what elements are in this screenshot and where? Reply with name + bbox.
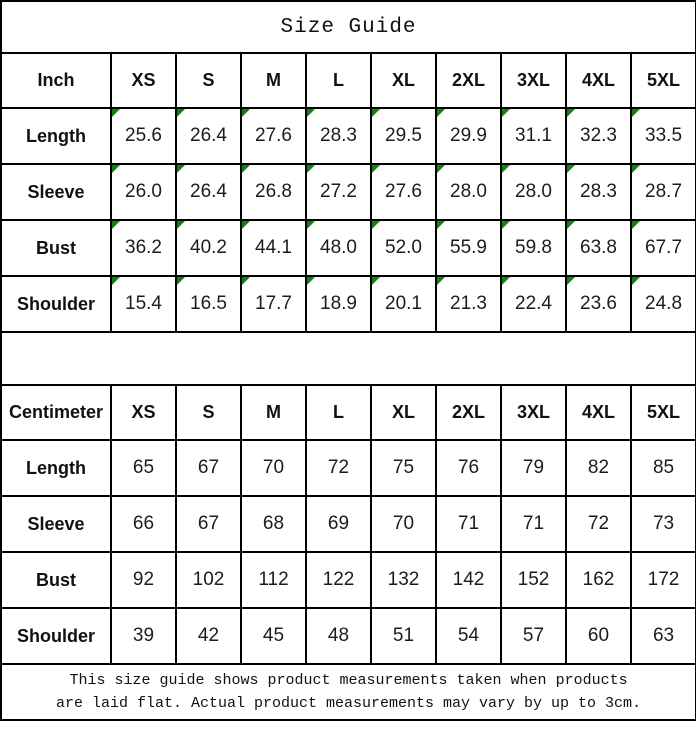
green-corner-flag-icon bbox=[177, 221, 185, 229]
size-column-header: S bbox=[176, 385, 241, 440]
measurement-cell bbox=[436, 164, 501, 220]
cell-value: 26.4 bbox=[190, 181, 227, 202]
measurement-cell bbox=[241, 276, 306, 332]
measurement-cell bbox=[241, 108, 306, 164]
footer-note-line2: are laid flat. Actual product measurements may vary by up to 3cm. bbox=[55, 695, 642, 712]
row-label: Shoulder bbox=[1, 608, 111, 664]
measurement-cell: 72 bbox=[566, 496, 631, 552]
green-corner-flag-icon bbox=[112, 109, 120, 117]
measurement-cell bbox=[306, 164, 371, 220]
inch-header-row bbox=[1, 53, 696, 108]
row-label: Length bbox=[1, 108, 111, 164]
green-corner-flag-icon bbox=[242, 165, 250, 173]
green-corner-flag-icon bbox=[567, 165, 575, 173]
green-corner-flag-icon bbox=[632, 109, 640, 117]
measurement-cell bbox=[371, 164, 436, 220]
size-column-header: 5XL bbox=[631, 385, 696, 440]
measurement-cell: 162 bbox=[566, 552, 631, 608]
measurement-cell: 68 bbox=[241, 496, 306, 552]
measurement-cell: 70 bbox=[241, 440, 306, 496]
green-corner-flag-icon bbox=[567, 277, 575, 285]
cell-value: 18.9 bbox=[320, 293, 357, 314]
measurement-cell: 70 bbox=[371, 496, 436, 552]
measurement-cell: 79 bbox=[501, 440, 566, 496]
size-column-header: 2XL bbox=[436, 53, 501, 108]
cell-value: 29.9 bbox=[450, 125, 487, 146]
measurement-cell: 66 bbox=[111, 496, 176, 552]
cell-value: 27.2 bbox=[320, 181, 357, 202]
measurement-cell bbox=[436, 276, 501, 332]
measurement-cell bbox=[631, 164, 696, 220]
measurement-cell: 142 bbox=[436, 552, 501, 608]
size-column-header: 3XL bbox=[501, 385, 566, 440]
cell-value: 28.0 bbox=[515, 181, 552, 202]
measurement-cell: 71 bbox=[501, 496, 566, 552]
cell-value: 36.2 bbox=[125, 237, 162, 258]
measurement-cell: 39 bbox=[111, 608, 176, 664]
measurement-cell: 85 bbox=[631, 440, 696, 496]
cell-value: 26.4 bbox=[190, 125, 227, 146]
cell-value: 24.8 bbox=[645, 293, 683, 314]
green-corner-flag-icon bbox=[372, 165, 380, 173]
green-corner-flag-icon bbox=[177, 165, 185, 173]
measurement-cell bbox=[111, 220, 176, 276]
cell-value: 59.8 bbox=[515, 237, 552, 258]
cell-value: 33.5 bbox=[645, 125, 683, 146]
table-row-inch-bust bbox=[1, 220, 696, 276]
cell-value: 32.3 bbox=[580, 125, 617, 146]
unit-header-inch: Inch bbox=[1, 53, 111, 108]
measurement-cell bbox=[566, 164, 631, 220]
spacer-row bbox=[1, 332, 696, 385]
measurement-cell bbox=[176, 164, 241, 220]
cell-value: 21.3 bbox=[450, 293, 487, 314]
size-column-header: 3XL bbox=[501, 53, 566, 108]
table-row-inch-shoulder bbox=[1, 276, 696, 332]
page-title: Size Guide bbox=[1, 1, 696, 53]
size-column-header: 4XL bbox=[566, 385, 631, 440]
measurement-cell: 112 bbox=[241, 552, 306, 608]
cell-value: 15.4 bbox=[125, 293, 162, 314]
green-corner-flag-icon bbox=[307, 277, 315, 285]
cell-value: 29.5 bbox=[385, 125, 422, 146]
green-corner-flag-icon bbox=[112, 221, 120, 229]
size-column-header: 4XL bbox=[566, 53, 631, 108]
measurement-cell: 152 bbox=[501, 552, 566, 608]
measurement-cell: 102 bbox=[176, 552, 241, 608]
measurement-cell bbox=[306, 276, 371, 332]
cell-value: 20.1 bbox=[385, 293, 422, 314]
centimeter-header-row bbox=[1, 385, 696, 440]
green-corner-flag-icon bbox=[112, 165, 120, 173]
measurement-cell bbox=[241, 220, 306, 276]
size-column-header: XS bbox=[111, 385, 176, 440]
measurement-cell: 63 bbox=[631, 608, 696, 664]
green-corner-flag-icon bbox=[307, 109, 315, 117]
green-corner-flag-icon bbox=[437, 221, 445, 229]
row-label: Bust bbox=[1, 552, 111, 608]
size-column-header: 2XL bbox=[436, 385, 501, 440]
table-row-cm-length bbox=[1, 440, 696, 496]
measurement-cell bbox=[241, 164, 306, 220]
measurement-cell: 92 bbox=[111, 552, 176, 608]
spacer-cell bbox=[1, 332, 696, 385]
measurement-cell: 172 bbox=[631, 552, 696, 608]
green-corner-flag-icon bbox=[112, 277, 120, 285]
measurement-cell: 122 bbox=[306, 552, 371, 608]
measurement-cell: 73 bbox=[631, 496, 696, 552]
cell-value: 28.0 bbox=[450, 181, 487, 202]
measurement-cell: 72 bbox=[306, 440, 371, 496]
green-corner-flag-icon bbox=[177, 109, 185, 117]
measurement-cell: 60 bbox=[566, 608, 631, 664]
cell-value: 28.3 bbox=[320, 125, 357, 146]
cell-value: 52.0 bbox=[385, 237, 422, 258]
measurement-cell: 51 bbox=[371, 608, 436, 664]
row-label: Sleeve bbox=[1, 164, 111, 220]
green-corner-flag-icon bbox=[242, 109, 250, 117]
cell-value: 67.7 bbox=[645, 237, 683, 258]
green-corner-flag-icon bbox=[242, 277, 250, 285]
row-label: Bust bbox=[1, 220, 111, 276]
table-row-inch-sleeve bbox=[1, 164, 696, 220]
measurement-cell bbox=[111, 276, 176, 332]
green-corner-flag-icon bbox=[632, 221, 640, 229]
green-corner-flag-icon bbox=[437, 109, 445, 117]
measurement-cell bbox=[566, 108, 631, 164]
size-column-header: M bbox=[241, 385, 306, 440]
cell-value: 28.7 bbox=[645, 181, 683, 202]
measurement-cell: 132 bbox=[371, 552, 436, 608]
measurement-cell: 69 bbox=[306, 496, 371, 552]
cell-value: 28.3 bbox=[580, 181, 617, 202]
cell-value: 25.6 bbox=[125, 125, 162, 146]
green-corner-flag-icon bbox=[502, 165, 510, 173]
size-column-header: L bbox=[306, 385, 371, 440]
table-row-cm-sleeve bbox=[1, 496, 696, 552]
footer-note bbox=[1, 664, 696, 720]
measurement-cell bbox=[111, 164, 176, 220]
size-column-header: XS bbox=[111, 53, 176, 108]
measurement-cell bbox=[371, 276, 436, 332]
size-column-header: L bbox=[306, 53, 371, 108]
measurement-cell bbox=[176, 220, 241, 276]
green-corner-flag-icon bbox=[242, 221, 250, 229]
green-corner-flag-icon bbox=[307, 221, 315, 229]
measurement-cell bbox=[631, 220, 696, 276]
cell-value: 26.0 bbox=[125, 181, 162, 202]
cell-value: 23.6 bbox=[580, 293, 617, 314]
measurement-cell bbox=[631, 276, 696, 332]
green-corner-flag-icon bbox=[437, 277, 445, 285]
measurement-cell: 76 bbox=[436, 440, 501, 496]
cell-value: 16.5 bbox=[190, 293, 227, 314]
cell-value: 40.2 bbox=[190, 237, 227, 258]
cell-value: 26.8 bbox=[255, 181, 292, 202]
row-label: Sleeve bbox=[1, 496, 111, 552]
measurement-cell bbox=[566, 276, 631, 332]
measurement-cell bbox=[501, 108, 566, 164]
measurement-cell bbox=[501, 164, 566, 220]
cell-value: 17.7 bbox=[255, 293, 292, 314]
green-corner-flag-icon bbox=[372, 221, 380, 229]
footer-row bbox=[1, 664, 696, 720]
unit-header-centimeter: Centimeter bbox=[1, 385, 111, 440]
measurement-cell bbox=[501, 276, 566, 332]
measurement-cell bbox=[371, 108, 436, 164]
measurement-cell bbox=[501, 220, 566, 276]
green-corner-flag-icon bbox=[307, 165, 315, 173]
cell-value: 48.0 bbox=[320, 237, 357, 258]
measurement-cell: 82 bbox=[566, 440, 631, 496]
measurement-cell bbox=[176, 276, 241, 332]
size-column-header: XL bbox=[371, 385, 436, 440]
cell-value: 27.6 bbox=[255, 125, 292, 146]
green-corner-flag-icon bbox=[502, 109, 510, 117]
measurement-cell bbox=[176, 108, 241, 164]
green-corner-flag-icon bbox=[567, 109, 575, 117]
table-row-cm-bust bbox=[1, 552, 696, 608]
measurement-cell: 48 bbox=[306, 608, 371, 664]
measurement-cell bbox=[566, 220, 631, 276]
measurement-cell: 71 bbox=[436, 496, 501, 552]
green-corner-flag-icon bbox=[502, 277, 510, 285]
measurement-cell bbox=[306, 108, 371, 164]
cell-value: 22.4 bbox=[515, 293, 552, 314]
measurement-cell: 65 bbox=[111, 440, 176, 496]
size-column-header: 5XL bbox=[631, 53, 696, 108]
row-label: Shoulder bbox=[1, 276, 111, 332]
measurement-cell: 75 bbox=[371, 440, 436, 496]
green-corner-flag-icon bbox=[177, 277, 185, 285]
size-column-header: M bbox=[241, 53, 306, 108]
row-label: Length bbox=[1, 440, 111, 496]
measurement-cell bbox=[631, 108, 696, 164]
table-row-inch-length bbox=[1, 108, 696, 164]
cell-value: 27.6 bbox=[385, 181, 422, 202]
measurement-cell bbox=[436, 108, 501, 164]
size-column-header: S bbox=[176, 53, 241, 108]
green-corner-flag-icon bbox=[372, 277, 380, 285]
green-corner-flag-icon bbox=[632, 165, 640, 173]
measurement-cell bbox=[111, 108, 176, 164]
size-column-header: XL bbox=[371, 53, 436, 108]
measurement-cell: 67 bbox=[176, 496, 241, 552]
green-corner-flag-icon bbox=[372, 109, 380, 117]
green-corner-flag-icon bbox=[437, 165, 445, 173]
cell-value: 31.1 bbox=[515, 125, 552, 146]
green-corner-flag-icon bbox=[632, 277, 640, 285]
cell-value: 55.9 bbox=[450, 237, 487, 258]
measurement-cell bbox=[371, 220, 436, 276]
green-corner-flag-icon bbox=[502, 221, 510, 229]
table-row-cm-shoulder bbox=[1, 608, 696, 664]
title-row bbox=[1, 1, 696, 53]
measurement-cell: 42 bbox=[176, 608, 241, 664]
measurement-cell: 54 bbox=[436, 608, 501, 664]
measurement-cell: 57 bbox=[501, 608, 566, 664]
measurement-cell: 45 bbox=[241, 608, 306, 664]
cell-value: 63.8 bbox=[580, 237, 617, 258]
measurement-cell bbox=[306, 220, 371, 276]
cell-value: 44.1 bbox=[255, 237, 292, 258]
green-corner-flag-icon bbox=[567, 221, 575, 229]
footer-note-line1: This size guide shows product measurements taken when products bbox=[69, 672, 628, 689]
measurement-cell bbox=[436, 220, 501, 276]
measurement-cell: 67 bbox=[176, 440, 241, 496]
